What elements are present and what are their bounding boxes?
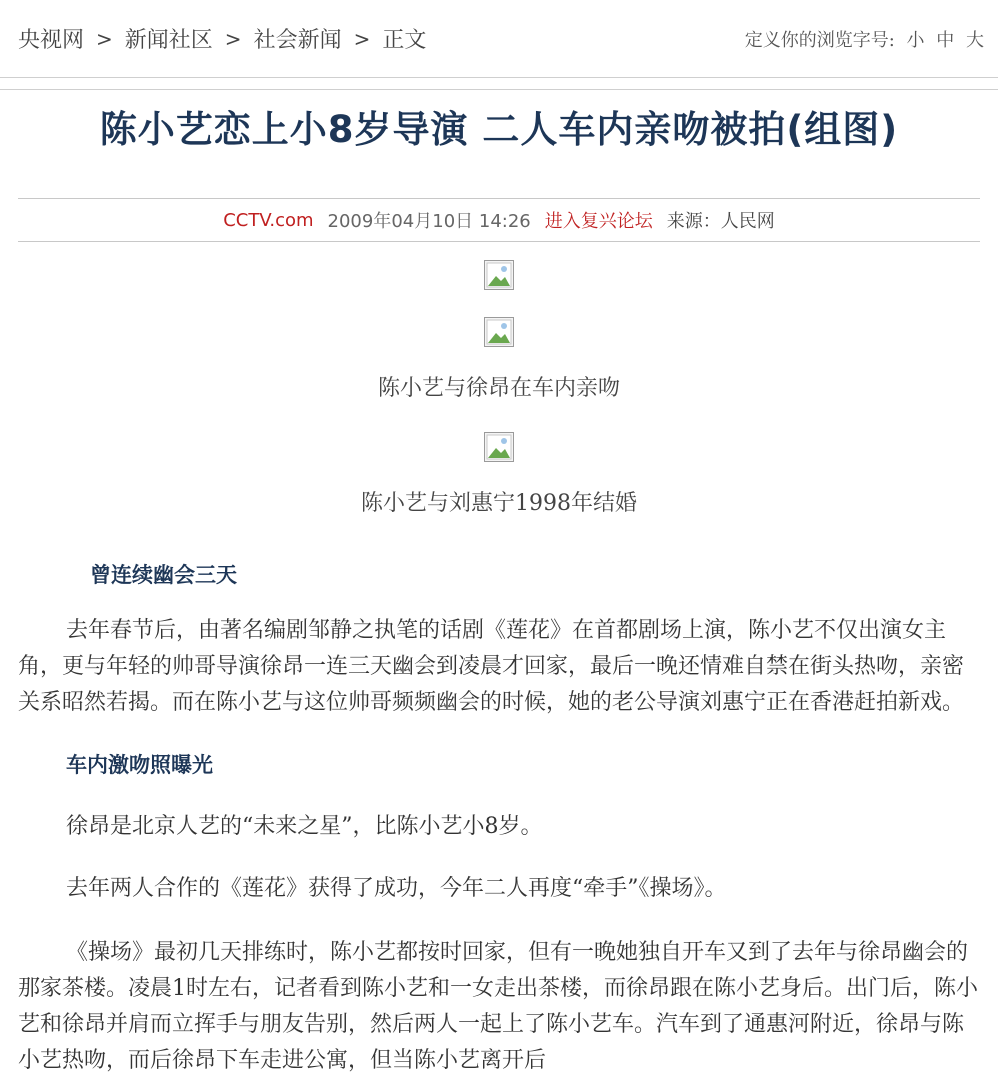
breadcrumb-separator: > <box>224 26 242 51</box>
font-size-large-link[interactable]: 大 <box>966 29 984 51</box>
article-meta <box>18 198 980 242</box>
top-bar <box>0 0 998 78</box>
article-body <box>0 559 998 1079</box>
breadcrumb-home-link[interactable]: 央视网 <box>18 28 85 53</box>
font-size-small-link[interactable]: 小 <box>906 29 925 51</box>
broken-image-icon <box>484 317 514 347</box>
image-caption: 陈小艺与刘惠宁1998年结婚 <box>361 491 637 516</box>
publish-date: 2009年04月10日 14:26 <box>327 211 531 232</box>
article-paragraph: 《操场》最初几天排练时，陈小艺都按时回家，但有一晚她独自开车又到了去年与徐昂幽会的那家茶楼。凌晨1时左右，记者看到陈小艺和一女走出茶楼，而徐昂跟在陈小艺身后。出门后，陈小艺和徐昂并肩而立挥手与朋友告别，然后两人一起上了陈小艺车。汽车到了通惠河附近，徐昂与陈小艺热吻，而后徐昂下车走进公寓，但当陈小艺离开后 <box>18 940 979 1073</box>
breadcrumb-news-community-link[interactable]: 新闻社区 <box>124 28 213 53</box>
section-heading: 车内激吻照曝光 <box>66 752 213 777</box>
image-caption: 陈小艺与徐昂在车内亲吻 <box>377 376 620 401</box>
broken-image-icon <box>484 260 514 290</box>
forum-link[interactable]: 进入复兴论坛 <box>544 211 653 232</box>
site-name: CCTV.com <box>223 209 314 231</box>
article-paragraph: 去年两人合作的《莲花》获得了成功，今年二人再度“牵手”《操场》。 <box>66 876 727 901</box>
breadcrumb <box>18 23 426 54</box>
article-paragraph: 徐昂是北京人艺的“未来之星”，比陈小艺小8岁。 <box>66 814 543 839</box>
article-paragraph: 去年春节后，由著名编剧邹静之执笔的话剧《莲花》在首都剧场上演，陈小艺不仅出演女主角，更与年轻的帅哥导演徐昂一连三天幽会到凌晨才回家，最后一晚还情难自禁在街头热吻，亲密关系昭然若揭。而在陈小艺与这位帅哥频频幽会的时候，她的老公导演刘惠宁正在香港赶拍新戏。 <box>18 618 965 715</box>
broken-image-icon <box>484 432 514 462</box>
breadcrumb-separator: > <box>96 26 113 51</box>
font-size-label: 定义你的浏览字号: <box>744 29 895 51</box>
section-heading: 曾连续幽会三天 <box>90 562 237 587</box>
article-title: 陈小艺恋上小8岁导演 二人车内亲吻被拍(组图) <box>99 108 899 151</box>
breadcrumb-separator: > <box>353 26 371 51</box>
font-size-medium-link[interactable]: 中 <box>936 29 955 51</box>
breadcrumb-social-news-link[interactable]: 社会新闻 <box>253 28 342 53</box>
article-source: 来源：人民网 <box>666 211 775 232</box>
divider <box>0 89 998 90</box>
font-size-selector <box>745 26 984 52</box>
breadcrumb-current: 正文 <box>382 28 427 53</box>
